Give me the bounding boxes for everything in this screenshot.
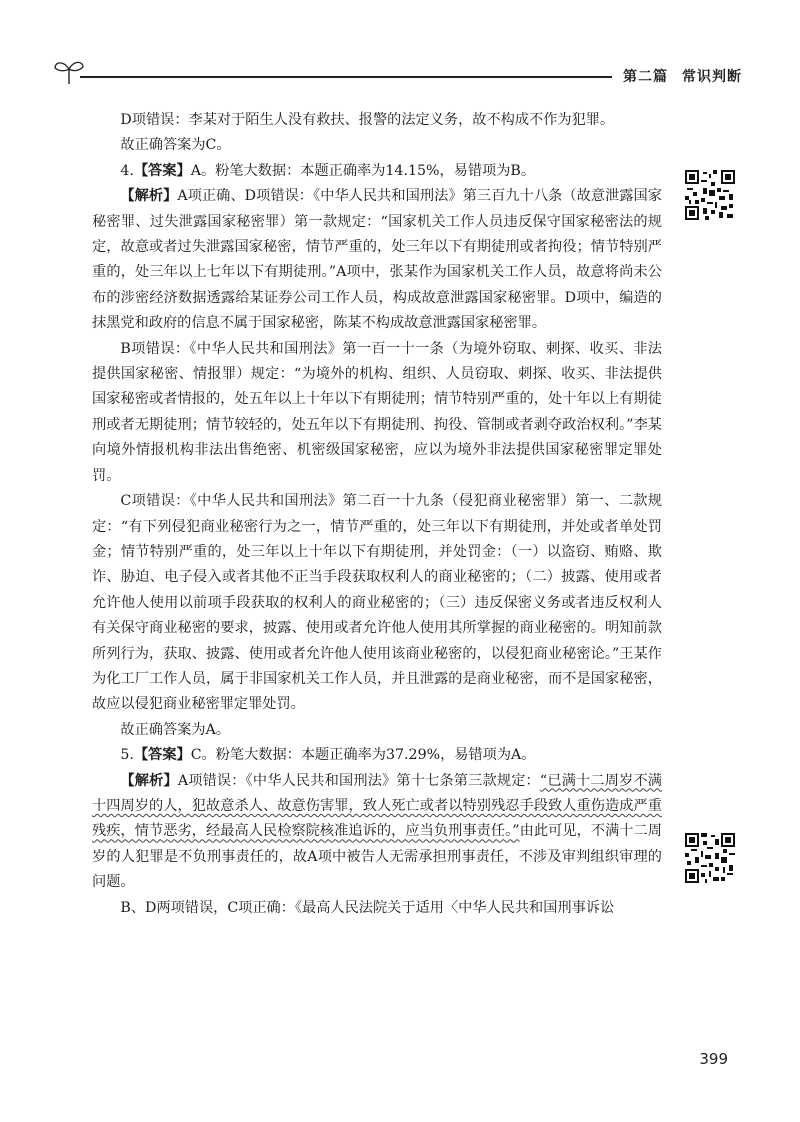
paragraph: B项错误：《中华人民共和国刑法》第一百一十一条（为境外窃取、刺探、收买、非法提供国家秘密、情报罪）规定：“为境外的机构、组织、人员窃取、刺探、收买、非法提供国家秘密或者情报的，处五年以上十年以下有期徒刑；情节特别严重的，处十年以上有期徒刑或者无期徒刑；情节较轻的，处五年以下有期徒刑、拘役、管制或者剥夺政治权利。”李某向境外情报机构非法出售绝密、机密级国家秘密，应以为境外非法提供国家秘密罪定罪处罚。 (92, 340, 662, 484)
analysis-5: 【解析】A项错误：《中华人民共和国刑法》第十七条第三款规定：“已满十二周岁不满十四周岁的人，犯故意杀人、故意伤害罪，致人死亡或者以特别残忍手段致人重伤造成严重残疾，情节恶劣，经最高人民检察院核准追诉的，应当负刑事责任。”由此可见，不满十二周岁的人犯罪是不负刑事责任的，故A项中被告人无需承担刑事责任，不涉及审判组织审理的问题。 (92, 772, 662, 891)
sprout-icon (52, 56, 86, 86)
answer-tag: 【答案】 (133, 162, 191, 179)
wavy-underlined-quote: “已满十二周岁不满十四周岁的人，犯故意杀人、故意伤害罪，致人死亡或者以特别残忍手段致人重伤造成严重残疾，情节恶劣，经最高人民检察院核准追诉的，应当负刑事责任。” (92, 772, 662, 840)
page-number: 399 (699, 1050, 728, 1068)
answer-explanations (92, 108, 662, 921)
question-number: 5. (120, 747, 134, 764)
analysis-tag: 【解析】 (120, 772, 178, 789)
paragraph: 故正确答案为A。 (120, 721, 230, 738)
analysis-tag: 【解析】 (120, 188, 178, 205)
analysis-4: 【解析】A项正确、D项错误：《中华人民共和国刑法》第三百九十八条（故意泄露国家秘密罪、过失泄露国家秘密罪）第一款规定：“国家机关工作人员违反保守国家秘密法的规定，故意或者过失泄露国家秘密，情节严重的，处三年以下有期徒刑或者拘役；情节特别严重的，处三年以上七年以下有期徒刑。”A项中，张某作为国家机关工作人员，故意将尚未公布的涉密经济数据透露给某证券公司工作人员，构成故意泄露国家秘密罪。D项中，编造的抹黑党和政府的信息不属于国家秘密，陈某不构成故意泄露国家秘密罪。 (92, 188, 662, 332)
header-rule (80, 76, 612, 78)
section-label: 常识判断 (682, 69, 742, 85)
paragraph: C项错误：《中华人民共和国刑法》第二百一十九条（侵犯商业秘密罪）第一、二款规定：“有下列侵犯商业秘密行为之一，情节严重的，处三年以下有期徒刑，并处或者单处罚金；情节特别严重的，处三年以上十年以下有期徒刑，并处罚金：（一）以盗窃、贿赂、欺诈、胁迫、电子侵入或者其他不正当手段获取权利人的商业秘密的；（二）披露、使用或者允许他人使用以前项手段获取的权利人的商业秘密的；（三）违反保密义务或者违反权利人有关保守商业秘密的要求，披露、使用或者允许他人使用其所掌握的商业秘密的。明知前款所列行为，获取、披露、使用或者允许他人使用该商业秘密的，以侵犯商业秘密论。”王某作为化工厂工作人员，属于非国家机关工作人员，并且泄露的是商业秘密，而不是国家秘密，故应以侵犯商业秘密罪定罪处罚。 (92, 493, 662, 713)
paragraph: B、D两项错误，C项正确：《最高人民法院关于适用〈中华人民共和国刑事诉讼 (120, 899, 615, 916)
chapter-heading (617, 66, 742, 86)
part-label: 第二篇 (623, 69, 668, 85)
qr-code-icon[interactable] (685, 833, 735, 883)
answer-tag: 【答案】 (133, 747, 191, 764)
paragraph: D项错误：李某对于陌生人没有救扶、报警的法定义务，故不构成不作为犯罪。 (120, 112, 615, 128)
question-number: 4. (120, 162, 134, 179)
qr-code-icon[interactable] (685, 170, 735, 220)
answer-5: 5.【答案】C。粉笔大数据：本题正确率为37.29%，易错项为A。 (120, 747, 536, 764)
paragraph: 故正确答案为C。 (120, 137, 231, 154)
answer-4: 4.【答案】A。粉笔大数据：本题正确率为14.15%，易错项为B。 (120, 162, 536, 179)
page-header (52, 52, 742, 92)
